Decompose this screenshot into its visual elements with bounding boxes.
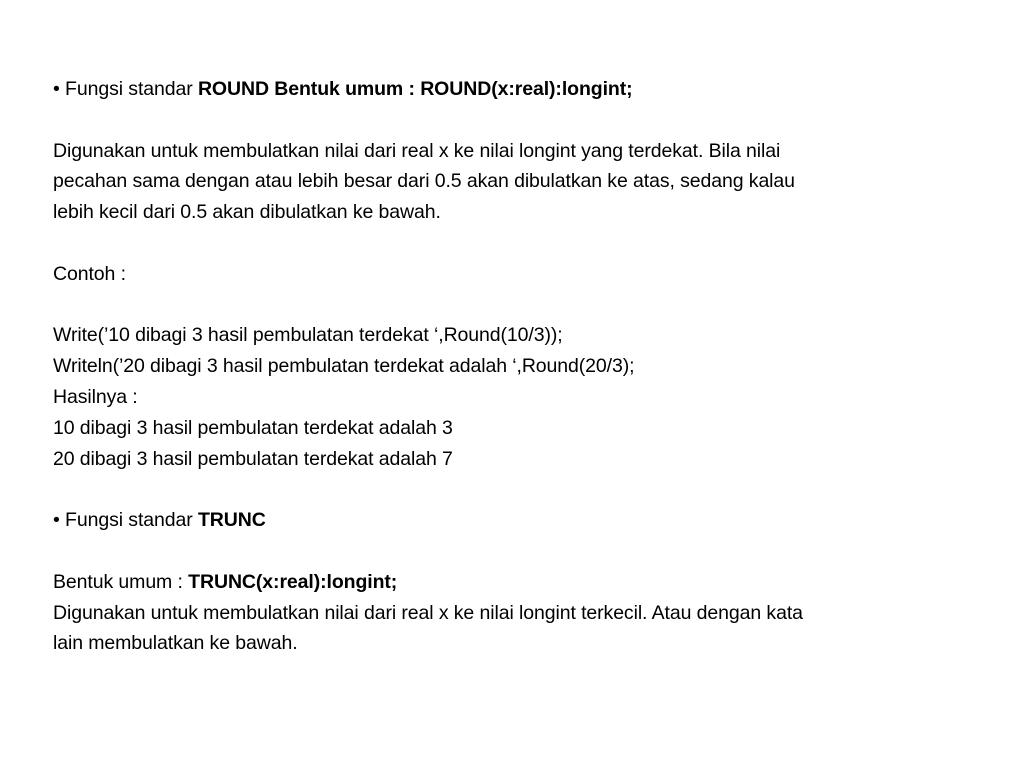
trunc-form-bold: TRUNC(x:real):longint; xyxy=(188,570,398,593)
round-description-line-3: lebih kecil dari 0.5 akan dibulatkan ke bawah. xyxy=(53,201,441,224)
code-line-2: Writeln(’20 dibagi 3 hasil pembulatan terdekat adalah ‘,Round(20/3); xyxy=(53,355,635,378)
spacer xyxy=(53,105,983,136)
round-heading xyxy=(53,74,983,105)
round-bullet-text: • Fungsi standar xyxy=(53,78,198,100)
result-label: Hasilnya : xyxy=(53,385,138,408)
round-heading-bold: ROUND Bentuk umum : ROUND(x:real):longint; xyxy=(197,78,633,100)
trunc-bullet-text: • Fungsi standar xyxy=(53,509,198,532)
trunc-description-line-1: Digunakan untuk membulatkan nilai dari real x ke nilai longint terkecil. Atau dengan kata xyxy=(53,601,803,624)
round-description-line-2: pecahan sama dengan atau lebih besar dari 0.5 akan dibulatkan ke atas, sedang kalau xyxy=(53,170,795,193)
trunc-heading-bold: TRUNC xyxy=(197,509,266,532)
trunc-heading xyxy=(53,505,983,536)
trunc-description-line-2: lain membulatkan ke bawah. xyxy=(53,632,298,655)
trunc-form xyxy=(53,567,983,598)
round-description-line-1: Digunakan untuk membulatkan nilai dari real x ke nilai longint yang terdekat. Bila nilai xyxy=(53,139,781,162)
result-line-2: 20 dibagi 3 hasil pembulatan terdekat adalah 7 xyxy=(53,447,453,470)
spacer xyxy=(53,474,983,505)
code-line-1: Write(’10 dibagi 3 hasil pembulatan terdekat ‘,Round(10/3)); xyxy=(53,324,563,347)
spacer xyxy=(53,536,983,567)
spacer xyxy=(53,290,983,321)
result-line-1: 10 dibagi 3 hasil pembulatan terdekat adalah 3 xyxy=(53,416,453,439)
spacer xyxy=(53,228,983,259)
slide-body xyxy=(53,74,983,659)
trunc-form-prefix: Bentuk umum : xyxy=(53,570,189,593)
example-label: Contoh : xyxy=(53,262,126,285)
